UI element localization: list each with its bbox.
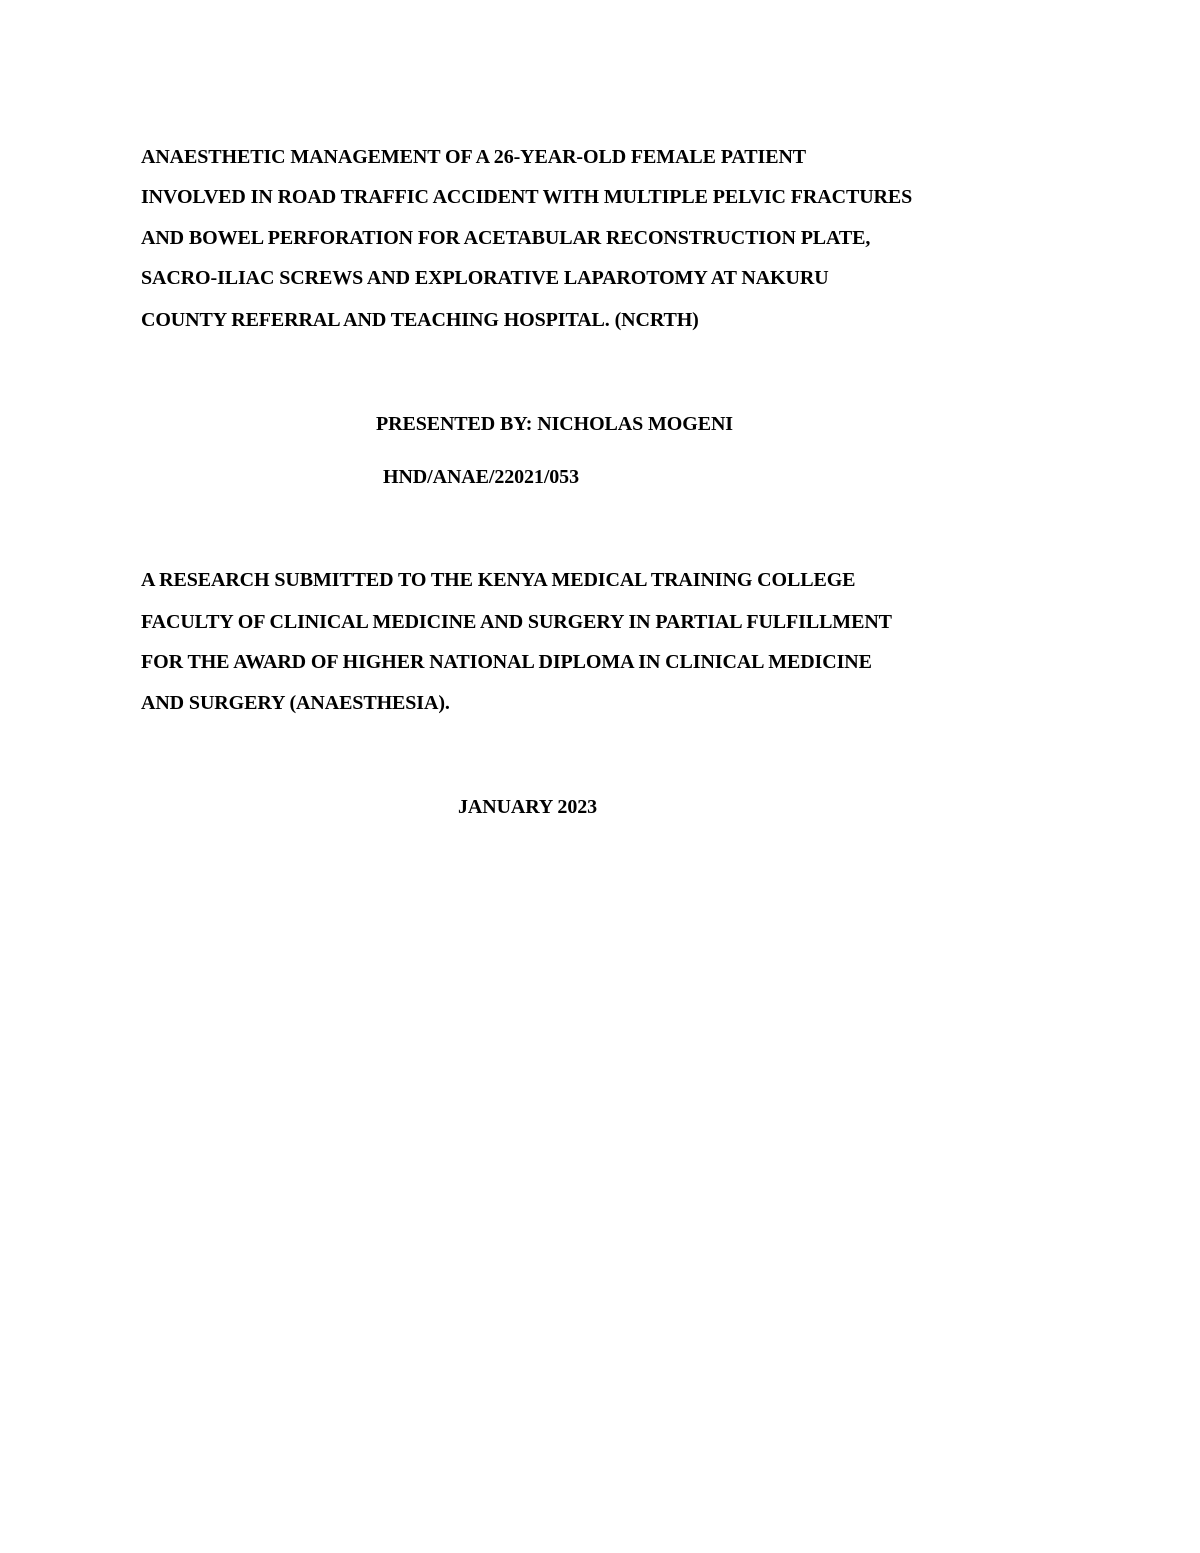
submission-line-4: AND SURGERY (ANAESTHESIA). [141,692,450,714]
presenter-name: PRESENTED BY: NICHOLAS MOGENI [376,413,733,435]
submission-line-2: FACULTY OF CLINICAL MEDICINE AND SURGERY IN PARTIAL FULFILLMENT [141,611,892,633]
title-line-5: COUNTY REFERRAL AND TEACHING HOSPITAL. (NCRTH) [141,309,699,331]
title-line-4: SACRO-ILIAC SCREWS AND EXPLORATIVE LAPAROTOMY AT NAKURU [141,267,829,289]
submission-line-3: FOR THE AWARD OF HIGHER NATIONAL DIPLOMA IN CLINICAL MEDICINE [141,651,872,673]
title-line-2: INVOLVED IN ROAD TRAFFIC ACCIDENT WITH MULTIPLE PELVIC FRACTURES [141,186,913,208]
title-line-1: ANAESTHETIC MANAGEMENT OF A 26-YEAR-OLD FEMALE PATIENT [141,146,807,168]
registration-number: HND/ANAE/22021/053 [383,466,579,488]
submission-line-1: A RESEARCH SUBMITTED TO THE KENYA MEDICAL TRAINING COLLEGE [141,569,856,591]
title-line-3: AND BOWEL PERFORATION FOR ACETABULAR RECONSTRUCTION PLATE, [141,227,871,249]
submission-date: JANUARY 2023 [458,796,598,818]
